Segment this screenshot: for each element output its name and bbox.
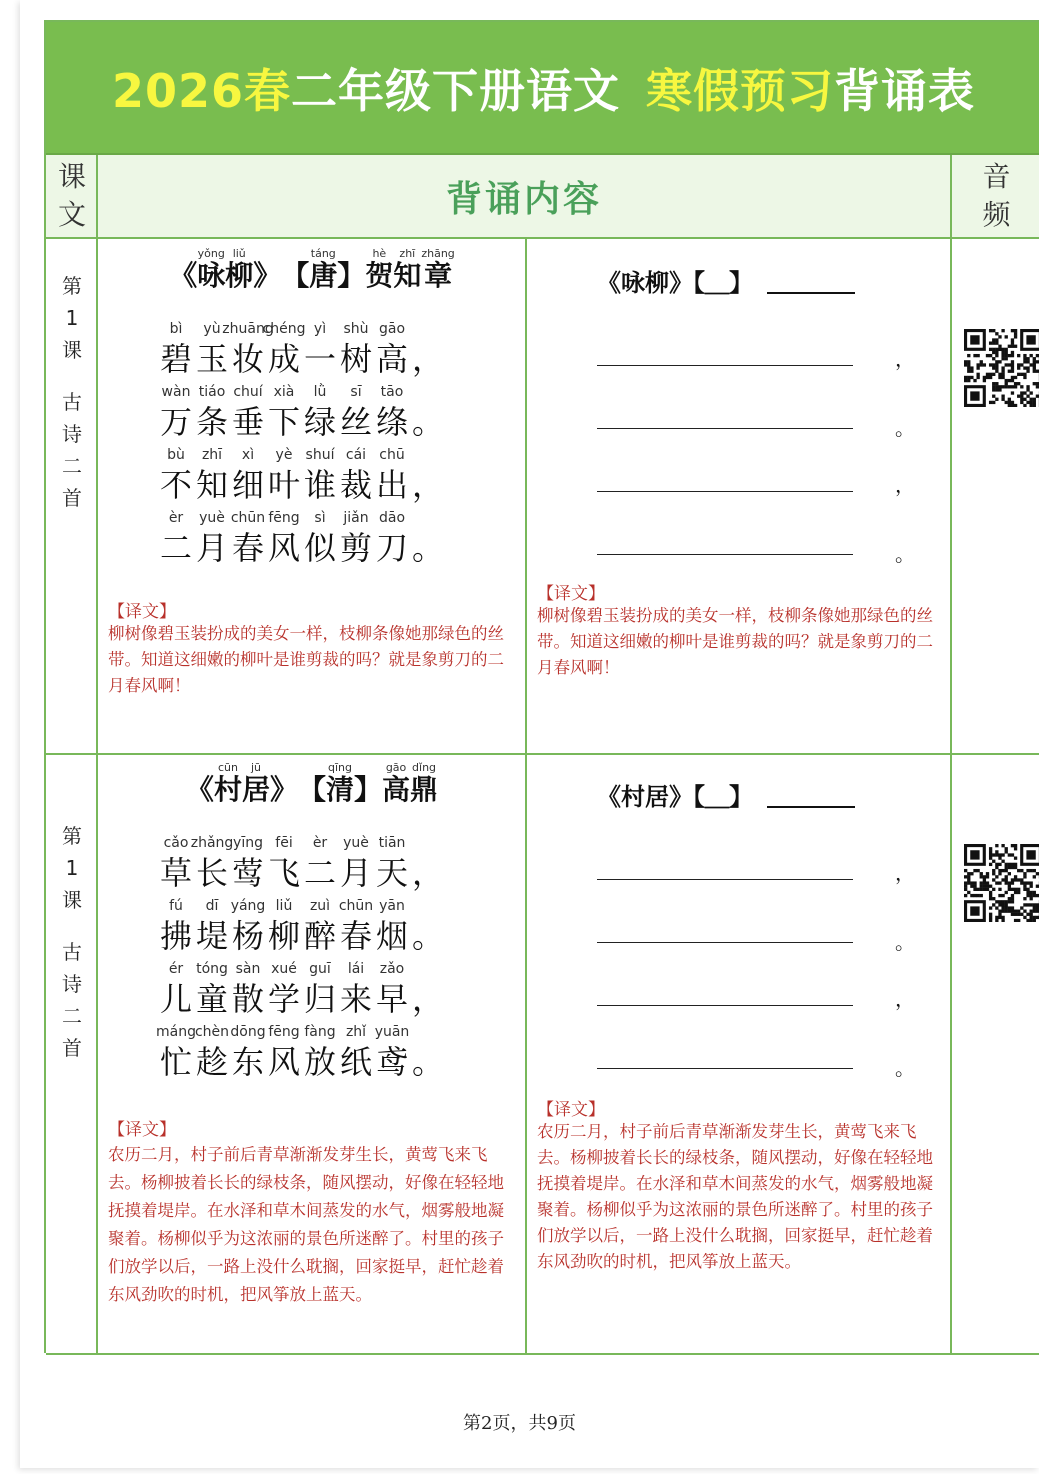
fill-in-line[interactable] [597, 343, 853, 366]
verse-char: sī 丝 [339, 384, 372, 441]
title-char: 】 [354, 773, 383, 806]
verse-char: 。 [411, 917, 444, 955]
verse-char: zuì 醉 [303, 898, 336, 955]
title-char: liǔ 柳 [225, 247, 254, 292]
practice-cell [527, 241, 950, 753]
title-grade: 二年级下册语文 [291, 63, 621, 118]
verse-char: cái 裁 [339, 447, 372, 504]
verse-char: xià 下 [267, 384, 300, 441]
verse-char: yīng 莺 [231, 835, 264, 892]
translation-label: 【译文】 [537, 584, 605, 604]
verse-char: yān 烟 [375, 898, 408, 955]
line-punctuation: ， [895, 473, 915, 497]
author-blank[interactable] [767, 782, 855, 808]
verse-char: xì 细 [231, 447, 264, 504]
title-char: dǐng 鼎 [410, 761, 439, 806]
verse-char: chuí 垂 [231, 384, 264, 441]
verse-char: zǎo 早 [375, 961, 408, 1018]
verse-char: shù 树 [339, 321, 372, 378]
verse-char: tiáo 条 [195, 384, 228, 441]
verse-char: sì 似 [303, 510, 336, 567]
verse-char: ， [411, 854, 444, 892]
line-punctuation: 。 [895, 930, 915, 954]
verse-char: yáng 杨 [230, 898, 266, 955]
title-year: 2026春 [111, 63, 292, 118]
verse-char: jiǎn 剪 [339, 510, 372, 567]
verse-char: zhǎng 长 [190, 835, 234, 892]
verse-line [158, 319, 446, 379]
title-char: cūn 村 [213, 761, 242, 806]
verse-char: sàn 散 [231, 961, 264, 1018]
verse-char: chéng 成 [262, 321, 306, 378]
verse-char: zhǐ 纸 [339, 1024, 372, 1081]
title-char: qīng 清 [326, 761, 355, 806]
poem-title [98, 761, 526, 805]
translation-text: 柳树像碧玉装扮成的美女一样，枝柳条像她那绿色的丝带。知道这细嫩的柳叶是谁剪裁的吗？就是象剪刀的二月春风啊！ [108, 624, 504, 695]
verse-char: liǔ 柳 [267, 898, 300, 955]
verse-char: ， [411, 980, 444, 1018]
practice-cell [527, 755, 950, 1353]
verse-char: ér 儿 [159, 961, 192, 1018]
title-char: hè 贺 [365, 247, 394, 292]
fill-in-line[interactable] [597, 1046, 853, 1069]
translation-label: 【译文】 [108, 602, 176, 622]
line-punctuation: ， [895, 347, 915, 371]
fill-in-line[interactable] [597, 532, 853, 555]
verse-char: chū 出 [375, 447, 408, 504]
header-audio: 音 频 [982, 160, 1011, 231]
verse-char: yù 玉 [195, 321, 228, 378]
verse-char: lǜ 绿 [303, 384, 336, 441]
verse-char: fú 拂 [159, 898, 192, 955]
verse-line [158, 896, 446, 956]
verse-char: xué 学 [267, 961, 300, 1018]
verse-char: máng 忙 [156, 1024, 196, 1081]
fill-in-line[interactable] [597, 406, 853, 429]
practice-title: 《村居》【＿】 [597, 777, 855, 812]
verse-char: tóng 童 [195, 961, 228, 1018]
verse-char: fēi 飞 [267, 835, 300, 892]
verse-char: gāo 高 [375, 321, 408, 378]
verse-char: èr 二 [159, 510, 192, 567]
page-title [46, 22, 1039, 155]
verse-char: 。 [411, 529, 444, 567]
qr-code-audio[interactable] [964, 844, 1039, 922]
line-punctuation: ， [895, 861, 915, 885]
verse-char: ， [411, 466, 444, 504]
verse-char: dī 堤 [195, 898, 228, 955]
verse-line [158, 959, 446, 1019]
line-punctuation: 。 [895, 1056, 915, 1080]
verse-char: bù 不 [159, 447, 192, 504]
title-char: zhī 知 [393, 247, 422, 292]
verse-char: 。 [411, 1043, 444, 1081]
verse-char: zhī 知 [195, 447, 228, 504]
verse-char: 。 [411, 403, 444, 441]
title-char: gāo 高 [382, 761, 411, 806]
verse-char: yè 叶 [267, 447, 300, 504]
verse-char: shuí 谁 [303, 447, 336, 504]
fill-in-line[interactable] [597, 857, 853, 880]
title-char: 【 [297, 773, 326, 806]
title-char: 《 [185, 773, 214, 806]
verse-char: ， [411, 340, 444, 378]
verse-char: chūn 春 [338, 898, 374, 955]
verse-line [158, 508, 446, 568]
fill-in-line[interactable] [597, 983, 853, 1006]
divider [950, 239, 952, 1355]
verse-char: yuè 月 [339, 835, 372, 892]
verse-line [158, 1022, 446, 1082]
verse-char: tāo 绦 [375, 384, 408, 441]
line-punctuation: 。 [895, 416, 915, 440]
title-table: 背诵表 [834, 63, 976, 118]
verse-char: zhuāng 妆 [222, 321, 274, 378]
verse-char: fàng 放 [303, 1024, 336, 1081]
practice-title: 《咏柳》【＿】 [597, 263, 855, 298]
header-content: 背诵内容 [445, 178, 602, 220]
lesson-label: 第 1 课 古 诗 二 首 [62, 274, 82, 510]
verse-char: yì 一 [303, 321, 336, 378]
recitation-sheet [44, 20, 1039, 1353]
poem-cell [98, 241, 526, 753]
verse-char: guī 归 [303, 961, 336, 1018]
author-blank[interactable] [767, 268, 855, 294]
qr-code-audio[interactable] [964, 329, 1039, 407]
title-preview: 寒假预习 [646, 63, 835, 118]
header-lesson: 课 文 [57, 160, 86, 231]
title-char: yǒng 咏 [197, 247, 226, 292]
verse-char: dōng 东 [230, 1024, 266, 1081]
translation-text: 农历二月，村子前后青草渐渐发芽生长，黄莺飞来飞去。杨柳披着长长的绿枝条，随风摆动，好像在轻轻地抚摸着堤岸。在水泽和草木间蒸发的水气，烟雾般地凝聚着。杨柳似乎为这浓丽的景色所迷醉了。村里的孩子们放学以后，一路上没什么耽搁，回家挺早，赶忙趁着东风劲吹的时机，把风筝放上蓝天。 [108, 1145, 504, 1304]
fill-in-line[interactable] [597, 920, 853, 943]
verse-char: chūn 春 [230, 510, 266, 567]
title-char: 【 [281, 259, 310, 292]
poem-title [98, 247, 526, 291]
verse-char: chèn 趁 [194, 1024, 230, 1081]
verse-char: èr 二 [303, 835, 336, 892]
verse-char: fēng 风 [267, 1024, 300, 1081]
verse-line [158, 382, 446, 442]
verse-char: lái 来 [339, 961, 372, 1018]
title-char: 》 [269, 773, 298, 806]
translation-text: 柳树像碧玉装扮成的美女一样，枝柳条像她那绿色的丝带。知道这细嫩的柳叶是谁剪裁的吗？就是象剪刀的二月春风啊！ [537, 606, 933, 677]
title-char: 】 [337, 259, 366, 292]
verse-char: yuān 鸢 [374, 1024, 410, 1081]
divider [46, 1353, 1039, 1355]
verse-char: cǎo 草 [159, 835, 192, 892]
verse-char: yuè 月 [195, 510, 228, 567]
title-char: jū 居 [241, 761, 270, 806]
lesson-label: 第 1 课 古 诗 二 首 [62, 824, 82, 1060]
line-punctuation: 。 [895, 542, 915, 566]
table-header [46, 155, 1039, 239]
verse-char: fēng 风 [267, 510, 300, 567]
line-punctuation: ， [895, 987, 915, 1011]
translation-text: 农历二月，村子前后青草渐渐发芽生长，黄莺飞来飞去。杨柳披着长长的绿枝条，随风摆动，好像在轻轻地抚摸着堤岸。在水泽和草木间蒸发的水气，烟雾般地凝聚着。杨柳似乎为这浓丽的景色所迷醉了。村里的孩子们放学以后，一路上没什么耽搁，回家挺早，赶忙趁着东风劲吹的时机，把风筝放上蓝天。 [537, 1122, 933, 1271]
translation-label: 【译文】 [108, 1120, 176, 1140]
fill-in-line[interactable] [597, 469, 853, 492]
verse-line [158, 833, 446, 893]
verse-char: tiān 天 [375, 835, 408, 892]
verse-char: bì 碧 [159, 321, 192, 378]
verse-line [158, 445, 446, 505]
page-number: 第2页，共9页 [463, 1413, 576, 1434]
poem-cell [98, 755, 526, 1353]
translation-label: 【译文】 [537, 1100, 605, 1120]
title-char: zhāng 章 [421, 247, 455, 292]
title-char: 《 [169, 259, 198, 292]
verse-char: wàn 万 [159, 384, 192, 441]
title-char: 》 [253, 259, 282, 292]
verse-char: dāo 刀 [375, 510, 408, 567]
title-char: táng 唐 [309, 247, 338, 292]
